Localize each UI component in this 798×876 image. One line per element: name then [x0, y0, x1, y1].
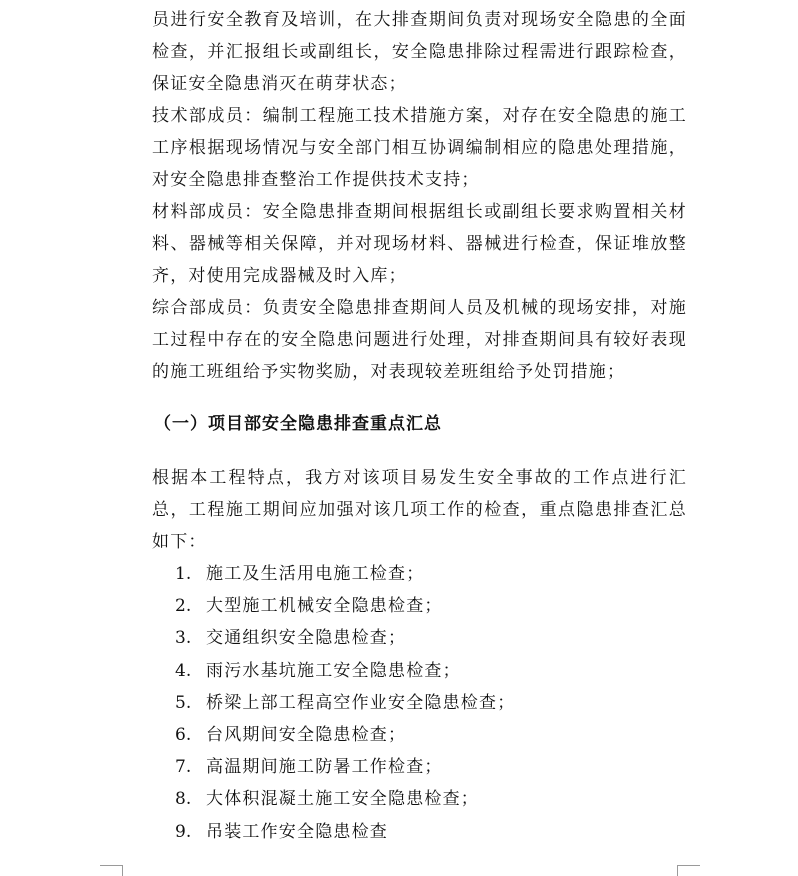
list-item	[175, 751, 687, 783]
page-margin-corner-mark	[100, 865, 123, 876]
list-item	[175, 558, 687, 590]
inspection-list	[175, 558, 687, 848]
list-item	[175, 687, 687, 719]
list-item-text: 桥梁上部工程高空作业安全隐患检查；	[206, 692, 516, 713]
document-body	[152, 4, 687, 848]
list-item	[175, 655, 687, 687]
paragraph-safety-dept: 员进行安全教育及培训，在大排查期间负责对现场安全隐患的全面检查，并汇报组长或副组长，安全隐患排除过程需进行跟踪检查，保证安全隐患消灭在萌芽状态；	[152, 10, 687, 94]
paragraph-general-dept: 综合部成员：负责安全隐患排查期间人员及机械的现场安排，对施工过程中存在的安全隐患问题进行处理，对排查期间具有较好表现的施工班组给予实物奖励，对表现较差班组给予处罚措施；	[152, 298, 687, 382]
section-intro: 根据本工程特点，我方对该项目易发生安全事故的工作点进行汇总，工程施工期间应加强对该几项工作的检查，重点隐患排查汇总如下：	[152, 468, 687, 552]
list-item-number: 4.	[175, 660, 192, 681]
list-item	[175, 816, 687, 848]
list-item-number: 8.	[175, 789, 192, 810]
list-item-text: 高温期间施工防暑工作检查；	[206, 757, 443, 778]
list-item-number: 9.	[175, 821, 192, 842]
list-item	[175, 719, 687, 751]
list-item-text: 大型施工机械安全隐患检查；	[206, 596, 443, 617]
list-item-text: 台风期间安全隐患检查；	[206, 725, 407, 746]
list-item-number: 1.	[175, 564, 192, 584]
list-item-text: 吊装工作安全隐患检查	[206, 821, 388, 842]
list-item-text: 雨污水基坑施工安全隐患检查；	[206, 660, 461, 681]
list-item-number: 5.	[175, 692, 192, 713]
list-item	[175, 783, 687, 815]
paragraph-material-dept: 材料部成员：安全隐患排查期间根据组长或副组长要求购置相关材料、器械等相关保障，并对现场材料、器械进行检查，保证堆放整齐，对使用完成器械及时入库；	[152, 202, 687, 286]
list-item-number: 3.	[175, 628, 192, 649]
list-item-number: 7.	[175, 757, 192, 778]
page-margin-corner-mark	[677, 865, 700, 876]
list-item-number: 6.	[175, 725, 192, 746]
section-heading: （一）项目部安全隐患排查重点汇总	[154, 414, 442, 434]
list-item-text: 交通组织安全隐患检查；	[206, 628, 407, 649]
list-item	[175, 590, 687, 622]
list-item-text: 施工及生活用电施工检查；	[206, 564, 425, 584]
list-item-text: 大体积混凝土施工安全隐患检查；	[206, 789, 479, 810]
paragraph-tech-dept: 技术部成员：编制工程施工技术措施方案，对存在安全隐患的施工工序根据现场情况与安全部门相互协调编制相应的隐患处理措施，对安全隐患排查整治工作提供技术支持；	[152, 106, 687, 190]
list-item	[175, 622, 687, 654]
list-item-number: 2.	[175, 596, 192, 617]
